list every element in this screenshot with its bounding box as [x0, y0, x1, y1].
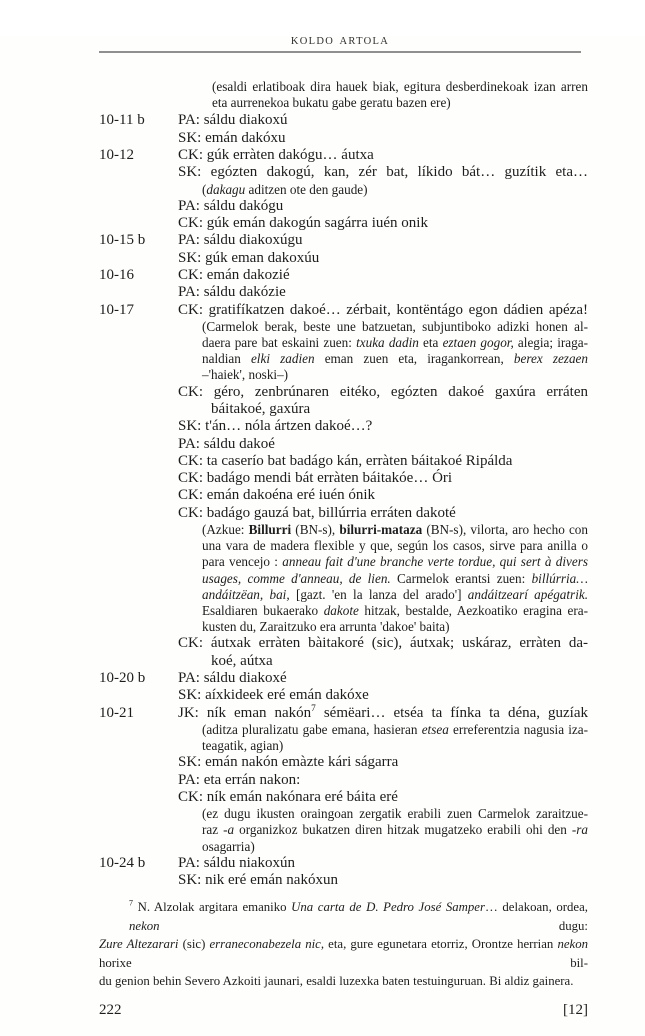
- entry-number: 10-21: [99, 704, 134, 721]
- page-number: 222: [99, 1001, 122, 1018]
- note-line: daera pare bat eskaini zuen: txuka dadin eta eztaen gogor, alegia; iraga-: [202, 335, 588, 351]
- entry-number: 10-24 b: [99, 854, 146, 871]
- footnote: [99, 898, 588, 990]
- note-line: andáitzëan, bai, [gazt. 'en la lanza del arado'] andáitzearí apégatrik.: [202, 586, 589, 602]
- note-line: teagatik, agian): [202, 738, 284, 754]
- issue-number: [12]: [563, 1001, 588, 1018]
- dialog-text-line: CK: emán dakoéna eré iuén ónik: [178, 487, 376, 504]
- entry-number: 10-17: [99, 301, 134, 318]
- entry-content: [178, 232, 588, 267]
- note-line: (aditza pluralizatu gabe emana, hasieran etsea erreferentzia nagusia iza-: [202, 721, 588, 737]
- dialog-text-line: SK: emán nakón emàzte kári ságarra: [178, 754, 399, 771]
- entry: [99, 302, 588, 671]
- entry-list: [99, 112, 588, 889]
- editorial-note: [202, 182, 588, 198]
- dialog-line: [178, 705, 588, 722]
- intro-note-line: eta aurrenekoa bukatu gabe geratu bazen ere): [212, 95, 451, 111]
- dialog-line: [178, 232, 588, 249]
- note-line: Esaldiaren bukaerako dakote hitzak, bestalde, Aezkoatiko eragina era-: [202, 603, 588, 619]
- note-line: osagarria): [202, 838, 255, 854]
- dialog-line: [178, 789, 588, 806]
- note-line: usages, comme d'anneau, de lien. Carmelok erantsi zuen: billúrria…: [202, 570, 588, 586]
- dialog-line: [178, 453, 588, 470]
- dialog-text-line: báitakoé, gaxúra: [211, 400, 311, 417]
- entry-content: [178, 147, 588, 232]
- entry-content: [178, 267, 588, 302]
- entry-content: [178, 302, 588, 671]
- note-line: (Azkue: Billurri (BN-s), bilurri-mataza (BN-s), vilorta, aro hecho con: [202, 522, 588, 538]
- intro-note-line: (esaldi erlatiboak dira hauek biak, egitura desberdinekoak izan arren: [212, 79, 588, 94]
- entry: [99, 112, 588, 147]
- header-rule: [99, 51, 581, 53]
- intro-note: [212, 79, 588, 111]
- text-block: [99, 79, 588, 889]
- dialog-text-line: PA: sáldu dakózie: [178, 284, 286, 301]
- dialog-text-line: CK: badágo mendi bát erràten báitakóe… Óri: [178, 470, 453, 487]
- note-line: naldian elki zadien eman zuen eta, iragankorrean, berex zezaen: [202, 351, 588, 367]
- footnote-line: $^7$ N. Alzolak argitara emaniko Una carta de D. Pedro José Samper… delakoan, ordea, nekon dugu:: [129, 899, 588, 933]
- dialog-line: [178, 302, 588, 319]
- entry-number: 10-12: [99, 147, 134, 163]
- document-page: [0, 36, 645, 1036]
- dialog-text-line: PA: sáldu dakógu: [178, 197, 284, 214]
- entry: [99, 147, 588, 232]
- dialog-text-line: SK: gúk eman dakoxúu: [178, 249, 320, 266]
- dialog-line: [178, 250, 588, 267]
- dialog-line: [178, 505, 588, 522]
- entry: [99, 705, 588, 855]
- entry-number: 10-15 b: [99, 232, 146, 249]
- dialog-text-line: SK: t'án… nóla ártzen dakoé…?: [178, 418, 373, 435]
- editorial-note: [202, 806, 588, 855]
- dialog-text-line: PA: eta errán nakon:: [178, 771, 301, 788]
- dialog-line: [178, 267, 588, 284]
- dialog-text-line: SK: emán dakóxu: [178, 129, 286, 146]
- dialog-text-line: CK: gúk erràten dakógu… áutxa: [178, 147, 374, 163]
- entry-content: [178, 705, 588, 855]
- entry-number: 10-20 b: [99, 670, 146, 687]
- editorial-note: [202, 319, 588, 384]
- dialog-line: [178, 670, 588, 687]
- note-line: (dakagu aditzen ote den gaude): [202, 181, 368, 197]
- dialog-line: [178, 147, 588, 164]
- note-line: para vencejo : anneau fait d'une branche verte tordue, qui sert à divers: [202, 554, 588, 570]
- note-line: (Carmelok berak, beste une batzuetan, subjuntiboko adizki honen al-: [202, 318, 588, 334]
- page-footer: [99, 1002, 588, 1019]
- entry-number: 10-11 b: [99, 112, 145, 129]
- dialog-line: [178, 754, 588, 771]
- dialog-text-line: JK: ník eman nakón$^7$ sémëari… etséa ta fínka ta déna, guzíak: [178, 703, 588, 721]
- entry: [99, 855, 588, 890]
- entry-content: [178, 670, 588, 705]
- entry-number: 10-16: [99, 266, 134, 283]
- dialog-text-line: CK: gúk emán dakogún sagárra iuén onik: [178, 215, 428, 232]
- dialog-line: [178, 384, 588, 419]
- dialog-line: [178, 130, 588, 147]
- dialog-line: [178, 635, 588, 670]
- editorial-note: [202, 722, 588, 754]
- dialog-line: [178, 772, 588, 789]
- dialog-text-line: CK: géro, zenbrúnaren eitéko, egózten dakoé gaxúra erráten: [178, 383, 588, 400]
- dialog-text-line: CK: badágo gauzá bat, billúrria erráten dakoté: [178, 504, 456, 521]
- dialog-text-line: SK: aíxkideek eré emán dakóxe: [178, 687, 369, 704]
- dialog-line: [178, 215, 588, 232]
- dialog-text-line: koé, aútxa: [211, 652, 273, 669]
- note-line: raz -a organizkoz bukatzen diren hitzak mugatzeko erabili ohi den -ra: [202, 822, 588, 838]
- editorial-note: [202, 522, 588, 635]
- entry-content: [178, 112, 588, 147]
- running-header: [99, 36, 581, 53]
- dialog-text-line: PA: sáldu diakoxé: [178, 670, 287, 687]
- note-line: (ez dugu ikusten oraingoan zergatik erabili zuen Carmelok zaraitzue-: [202, 806, 588, 822]
- dialog-line: [178, 418, 588, 435]
- dialog-line: [178, 164, 588, 181]
- entry: [99, 670, 588, 705]
- dialog-line: [178, 855, 588, 872]
- entry: [99, 267, 588, 302]
- dialog-line: [178, 872, 588, 889]
- dialog-text-line: SK: nik eré emán nakóxun: [178, 872, 338, 889]
- dialog-line: [178, 112, 588, 129]
- dialog-text-line: PA: sáldu dakoé: [178, 435, 275, 452]
- dialog-line: [178, 284, 588, 301]
- note-line: kusten du, Zaraitzuko era arrunta 'dakoe' baita): [202, 619, 450, 635]
- page-header-title: KOLDO ARTOLA: [290, 36, 390, 47]
- dialog-text-line: PA: sáldu niakoxún: [178, 854, 295, 871]
- dialog-text-line: CK: gratifíkatzen dakoé… zérbait, kontëntágo egon dádien apéza!: [178, 301, 588, 318]
- note-line: una vara de madera flexible y que, según los casos, sirve para anilla o: [202, 538, 588, 554]
- entry: [99, 232, 588, 267]
- footnote-line: du genion behin Severo Azkoiti jaunari, esaldi luzexka baten testuinguruan. Bi aldiz gainera.: [99, 974, 574, 989]
- dialog-text-line: CK: emán dakozié: [178, 266, 290, 283]
- footnote-line: Zure Altezarari (sic) erraneconabezela nic, eta, gure egunetara etorriz, Orontze herrian nekon horixe bil-: [99, 937, 588, 970]
- note-line: –'haiek', noski–): [202, 367, 289, 383]
- dialog-text-line: CK: ník emán nakónara eré báita eré: [178, 788, 398, 805]
- dialog-line: [178, 470, 588, 487]
- dialog-line: [178, 198, 588, 215]
- dialog-line: [178, 487, 588, 504]
- dialog-text-line: CK: ta caserío bat badágo kán, erràten báitakoé Ripálda: [178, 452, 513, 469]
- dialog-text-line: PA: sáldu diakoxúgu: [178, 232, 303, 249]
- entry-content: [178, 855, 588, 890]
- dialog-text-line: SK: egózten dakogú, kan, zér bat, líkido bát… guzítik eta…: [178, 164, 588, 181]
- dialog-text-line: CK: áutxak erràten bàitakoré (sic), áutxak; uskáraz, erràten da-: [178, 635, 588, 652]
- dialog-text-line: PA: sáldu diakoxú: [178, 112, 288, 129]
- dialog-line: [178, 687, 588, 704]
- dialog-line: [178, 436, 588, 453]
